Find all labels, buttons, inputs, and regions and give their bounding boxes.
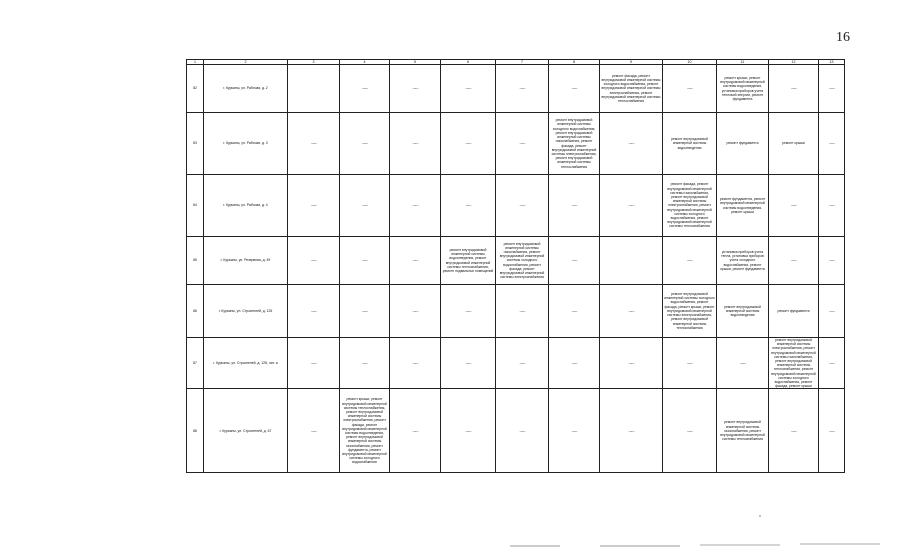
address-cell: г. Курьяны, ул. Рабочая, д. 4 [204,175,288,237]
empty-cell: —— [600,338,663,389]
empty-cell: —— [496,389,549,473]
table-row [187,237,845,285]
works-cell: ремонт крыши [769,113,819,175]
table-row [187,338,845,389]
empty-cell: —— [390,113,441,175]
empty-cell: —— [549,338,600,389]
works-cell: ремонт фасада, ремонт внутридомовой инженерной системы газоснабжения, ремонт внутридомовой инженерной системы электроснабжения, ремонт внутридомовой инженерной системы холодного водоснабжения, ремонт внутридомовой инженерной системы теплоснабжения [663,175,717,237]
column-number-11: 11 [717,60,769,65]
column-number-12: 12 [769,60,819,65]
empty-cell: —— [390,285,441,338]
table-row [187,113,845,175]
empty-cell: —— [769,65,819,113]
empty-cell: —— [769,389,819,473]
address-cell: г. Курьяны, ул. Строителей, д. 128, лит. а [204,338,288,389]
row-number: 83 [187,113,204,175]
row-number: 85 [187,237,204,285]
empty-cell: —— [288,389,340,473]
empty-cell: —— [549,237,600,285]
empty-cell: —— [441,338,496,389]
address-cell: г. Курьяны, ул. Рабочая, д. 2 [204,65,288,113]
empty-cell: —— [663,65,717,113]
column-number-10: 10 [663,60,717,65]
empty-cell: —— [288,338,340,389]
works-cell: ремонт внутридомовой инженерной системы газоснабжения, ремонт внутридомовой инженерной системы холодного водоснабжения, ремонт фасада, ремонт внутридомовой инженерной системы электроснабжения [496,237,549,285]
column-number-1: 1 [187,60,204,65]
empty-cell: —— [769,175,819,237]
works-cell: ремонт фасада, ремонт внутридомовой инженерной системы холодного водоснабжения, ремонт внутридомовой инженерной системы электроснабжения, ремонт внутридомовой инженерной системы теплоснабжения [600,65,663,113]
empty-cell: —— [390,389,441,473]
column-number-2: 2 [204,60,288,65]
address-cell: г. Курьяны, ул. Строителей, д. 67 [204,389,288,473]
empty-cell: —— [340,175,390,237]
empty-cell: —— [390,338,441,389]
empty-cell: —— [496,285,549,338]
empty-cell: —— [717,338,769,389]
empty-cell: —— [819,338,845,389]
empty-cell: —— [441,113,496,175]
works-cell: ремонт внутридомовой инженерной системы газоснабжения, ремонт внутридомовой инженерной системы теплоснабжения [717,389,769,473]
empty-cell: —— [496,175,549,237]
column-number-7: 7 [496,60,549,65]
works-cell: ремонт внутридомовой инженерной системы водоотведения [663,113,717,175]
column-number-13: 13 [819,60,845,65]
row-number: 82 [187,65,204,113]
works-cell: ремонт внутридомовой инженерной системы электроснабжения, ремонт внутридомовой инженерной системы газоснабжения, ремонт внутридомовой инженерной системы теплоснабжения, ремонт внутридомовой инженерной системы холодного водоснабжения, ремонт фасада, ремонт крыши [769,338,819,389]
empty-cell: —— [819,175,845,237]
empty-cell: —— [340,338,390,389]
empty-cell: —— [496,338,549,389]
column-number-3: 3 [288,60,340,65]
empty-cell: —— [600,113,663,175]
empty-cell: —— [390,65,441,113]
works-cell: ремонт внутридомовой инженерной системы холодного водоснабжения, ремонт внутридомовой инженерной системы газоснабжения, ремонт фасада, ремонт внутридомовой инженерной системы электроснабжения, ремонт внутридомовой инженерной системы теплоснабжения [549,113,600,175]
page-number: 16 [836,30,850,45]
empty-cell: —— [390,237,441,285]
column-number-8: 8 [549,60,600,65]
empty-cell: —— [340,113,390,175]
address-cell: г. Курьяны, ул. Резервная, д. 49 [204,237,288,285]
empty-cell: —— [496,65,549,113]
empty-cell: — — [288,237,340,285]
empty-cell: —— [819,65,845,113]
empty-cell: —— [663,338,717,389]
address-cell: г. Курьяны, ул. Строителей, д. 125 [204,285,288,338]
works-cell: ремонт внутридомовой инженерной системы водоотведения, ремонт внутридомовой инженерной системы теплоснабжения, ремонт подвальных помещений [441,237,496,285]
empty-cell: —— [549,175,600,237]
empty-cell: —— [819,285,845,338]
works-cell: ремонт фундамента [769,285,819,338]
row-number: 88 [187,389,204,473]
empty-cell [288,65,340,113]
empty-cell: —— [441,175,496,237]
works-cell: ремонт фундамента [717,113,769,175]
empty-cell: —— [819,389,845,473]
empty-cell: —— [549,389,600,473]
column-number-5: 5 [390,60,441,65]
table-row [187,65,845,113]
empty-cell: —— [549,65,600,113]
works-cell: ремонт крыши, ремонт внутридомовой инженерной системы теплоснабжения, ремонт внутридомовой инженерной системы электроснабжения, ремонт фасада, ремонт внутридомовой инженерной системы водоотведения, ремонт внутридомовой инженерной системы газоснабжения, ремонт фундамента, ремонт внутридомовой инженерной системы холодного водоснабжения [340,389,390,473]
empty-cell: —— [600,175,663,237]
row-number: 87 [187,338,204,389]
empty-cell: —— [288,175,340,237]
column-number-4: 4 [340,60,390,65]
table-row [187,175,845,237]
table-body [187,65,845,473]
empty-cell: —— [340,285,390,338]
works-schedule-table [186,59,845,473]
row-number: 86 [187,285,204,338]
empty-cell: —— [663,237,717,285]
table-row [187,389,845,473]
empty-cell: —— [441,285,496,338]
column-number-9: 9 [600,60,663,65]
empty-cell: —— [496,113,549,175]
empty-cell: —— [340,65,390,113]
row-number: 84 [187,175,204,237]
works-cell: ремонт внутридомовой инженерной системы водоотведения [717,285,769,338]
empty-cell: —— [340,237,390,285]
works-cell: ремонт внутридомовой инженерной системы холодного водоснабжения, ремонт фасада, ремонт крыши, ремонт внутридомовой инженерной системы электроснабжения, ремонт внутридомовой инженерной системы теплоснабжения [663,285,717,338]
empty-cell: —— [663,389,717,473]
empty-cell: —— [600,285,663,338]
empty-cell: —— [819,113,845,175]
works-cell: установка приборов учета тепла, установка приборов учета холодного водоснабжения, ремонт крыши, ремонт фундамента [717,237,769,285]
address-cell: г. Курьяны, ул. Рабочая, д. 3 [204,113,288,175]
empty-cell: —— [600,389,663,473]
column-number-6: 6 [441,60,496,65]
empty-cell: —— [441,389,496,473]
empty-cell: —— [288,113,340,175]
empty-cell: —— [769,237,819,285]
empty-cell: —— [819,237,845,285]
works-cell: ремонт фундамента, ремонт внутридомовой инженерной системы водоотведения, ремонт крыши [717,175,769,237]
empty-cell: —— [549,285,600,338]
empty-cell: —— [288,285,340,338]
works-cell: ремонт крыши, ремонт внутридомовой инженерной системы водоотведения, установка приборов учета тепловой энергии, ремонт фундамента [717,65,769,113]
empty-cell: —— [441,65,496,113]
empty-cell: —— [390,175,441,237]
empty-cell [600,237,663,285]
table-row [187,285,845,338]
